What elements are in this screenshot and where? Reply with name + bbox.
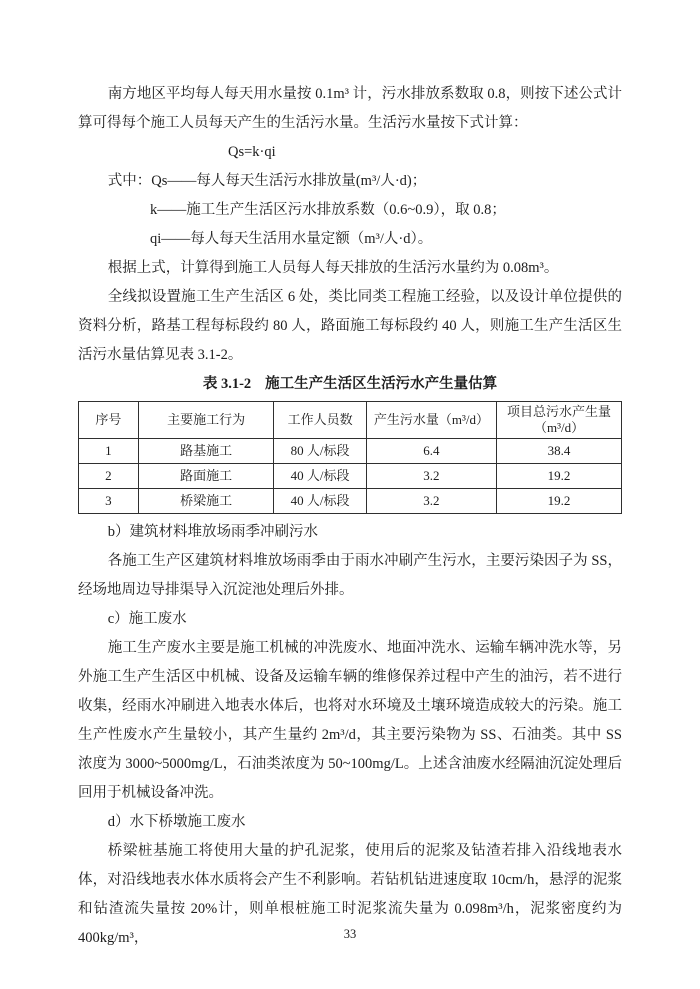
cell-total: 38.4	[497, 439, 622, 464]
cell-wastewater: 6.4	[366, 439, 496, 464]
formula-where-line	[78, 167, 622, 196]
section-d-body: 桥梁桩基施工将使用大量的护孔泥浆，使用后的泥浆及钻渣若排入沿线地表水体，对沿线地表水体水质将会产生不利影响。若钻机钻进速度取 10cm/h，悬浮的泥浆和钻渣流失量按 20%计，则单根桩施工时泥浆流失量为 0.098m³/h，泥浆密度约为 400kg/m³，	[78, 843, 622, 946]
cell-activity: 路基施工	[138, 439, 274, 464]
header-cell-activity: 主要施工行为	[138, 402, 274, 439]
wastewater-estimate-table	[78, 401, 622, 514]
table-row	[79, 439, 622, 464]
paragraph-intro: 南方地区平均每人每天用水量按 0.1m³ 计，污水排放系数取 0.8，则按下述公式计算可得每个施工人员每天产生的生活污水量。生活污水量按下式计算：	[78, 86, 622, 131]
cell-total: 19.2	[497, 464, 622, 489]
header-cell-index: 序号	[79, 402, 139, 439]
table-row	[79, 489, 622, 514]
paragraph-conclusion: 根据上式，计算得到施工人员每人每天排放的生活污水量约为 0.08m³。	[107, 260, 559, 276]
header-cell-total: 项目总污水产生量（m³/d）	[497, 402, 622, 439]
cell-activity: 桥梁施工	[138, 489, 274, 514]
table-row	[79, 464, 622, 489]
cell-wastewater: 3.2	[366, 464, 496, 489]
cell-index: 2	[79, 464, 139, 489]
cell-workers: 40 人/标段	[274, 489, 366, 514]
formula-line: Qs=k·qi	[228, 144, 276, 160]
where-label: 式中：	[107, 173, 152, 189]
header-cell-wastewater: 产生污水量（m³/d）	[366, 402, 496, 439]
section-c-body: 施工生产废水主要是施工机械的冲洗废水、地面冲洗水、运输车辆冲洗水等，另外施工生产生活区中机械、设备及运输车辆的维修保养过程中产生的油污，若不进行收集，经雨水冲刷进入地表水体后，也将对水环境及土壤环境造成较大的污染。施工生产性废水产生量较小，其产生量约 2m³/d，其主要污染物为 SS、石油类。其中 SS 浓度为 3000~5000mg/L，石油类浓度为 50~100mg/L。上述含油废水经隔油沉淀处理后回用于机械设备冲洗。	[78, 640, 622, 801]
cell-workers: 80 人/标段	[274, 439, 366, 464]
cell-wastewater: 3.2	[366, 489, 496, 514]
section-b-body: 各施工生产区建筑材料堆放场雨季由于雨水冲刷产生污水，主要污染因子为 SS，经场地周边导排渠导入沉淀池处理后外排。	[78, 553, 622, 598]
cell-workers: 40 人/标段	[274, 464, 366, 489]
page-number: 33	[343, 927, 357, 941]
definition-qi: qi——每人每天生活用水量定额（m³/人·d）。	[150, 231, 433, 247]
cell-total: 19.2	[497, 489, 622, 514]
section-d-heading: d）水下桥墩施工废水	[107, 814, 246, 830]
definition-k: k——施工生产生活区污水排放系数（0.6~0.9），取 0.8；	[150, 202, 506, 218]
section-b-heading: b）建筑材料堆放场雨季冲刷污水	[107, 524, 318, 540]
paragraph-site-setup: 全线拟设置施工生产生活区 6 处，类比同类工程施工经验，以及设计单位提供的资料分析，路基工程每标段约 80 人，路面施工每标段约 40 人，则施工生产生活区生活污水量估算见表 3.1-2。	[78, 289, 622, 363]
cell-index: 1	[79, 439, 139, 464]
cell-index: 3	[79, 489, 139, 514]
table-header-row	[79, 402, 622, 439]
section-c-heading: c）施工废水	[107, 611, 187, 627]
header-cell-workers: 工作人员数	[274, 402, 366, 439]
table-caption	[78, 371, 622, 398]
table-label: 表 3.1-2	[202, 376, 252, 392]
table-title-text: 施工生产生活区生活污水产生量估算	[265, 376, 498, 392]
definition-qs: Qs——每人每天生活污水排放量(m³/人·d)；	[151, 173, 427, 189]
cell-activity: 路面施工	[138, 464, 274, 489]
